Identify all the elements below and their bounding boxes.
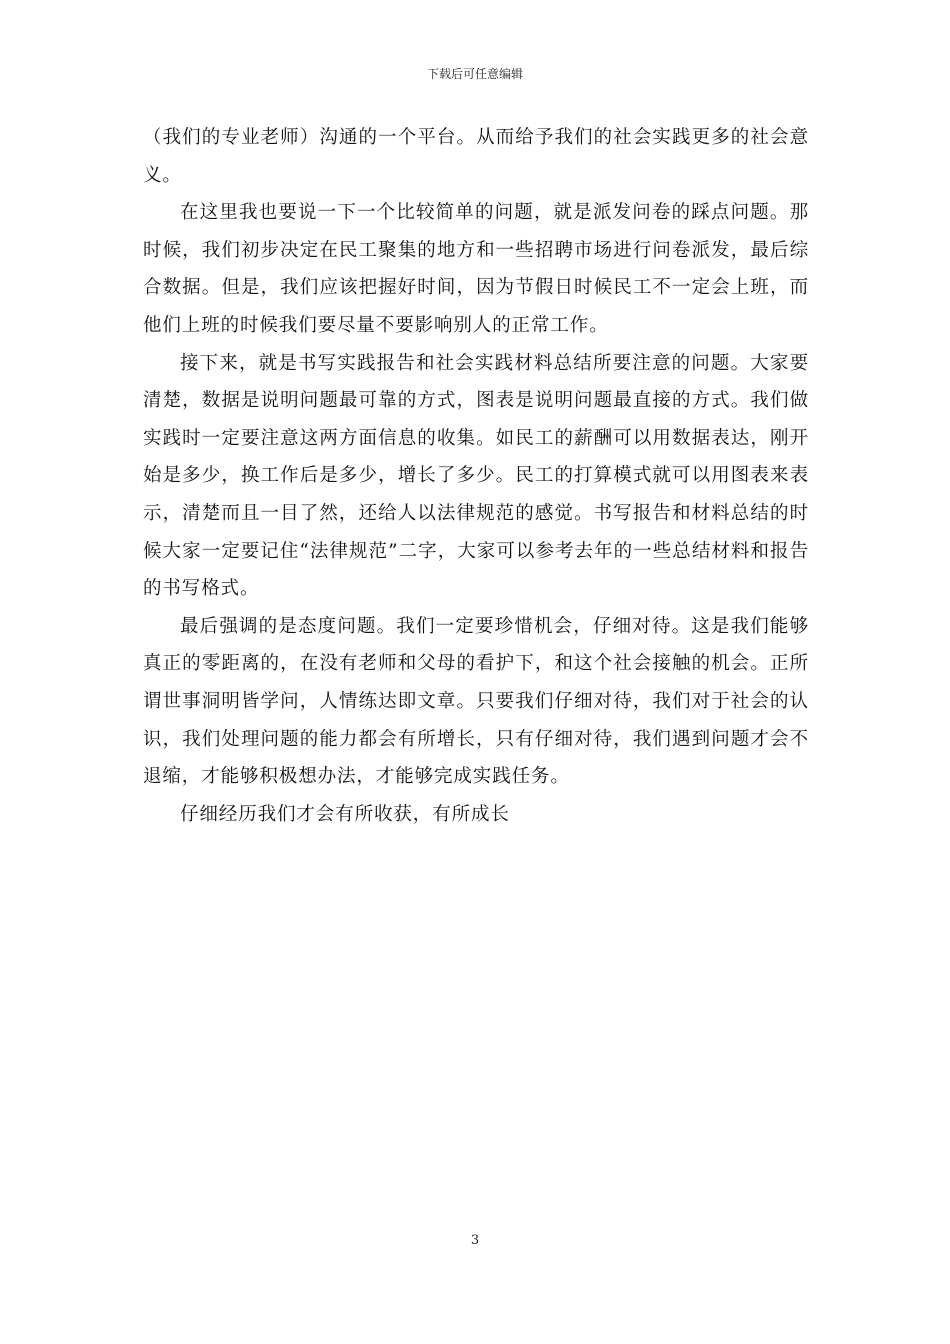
paragraph-attitude: 最后强调的是态度问题。我们一定要珍惜机会，仔细对待。这是我们能够真正的零距离的，在没有老师和父母的看护下，和这个社会接触的机会。正所谓世事洞明皆学问，人情练达即文章。只要我们仔细对待，我们对于社会的认识，我们处理问题的能力都会有所增长，只有仔细对待，我们遇到问题才会不退缩，才能够积极想办法，才能够完成实践任务。: [143, 615, 809, 788]
page-number: 3: [470, 1233, 480, 1248]
paragraph-continuation: （我们的专业老师）沟通的一个平台。从而给予我们的社会实践更多的社会意义。: [143, 127, 809, 186]
paragraph-survey-timing: 在这里我也要说一下一个比较简单的问题，就是派发问卷的踩点问题。那时候，我们初步决定在民工聚集的地方和一些招聘市场进行问卷派发，最后综合数据。但是，我们应该把握好时间，因为节假日时候民工不一定会上班，而他们上班的时候我们要尽量不要影响别人的正常工作。: [143, 202, 809, 336]
document-body: [143, 119, 809, 833]
paragraph-closing: 仔细经历我们才会有所收获，有所成长: [180, 803, 510, 825]
page-header: 下载后可任意编辑: [426, 67, 523, 81]
paragraph-report-writing: 接下来，就是书写实践报告和社会实践材料总结所要注意的问题。大家要清楚，数据是说明问题最可靠的方式，图表是说明问题最直接的方式。我们做实践时一定要注意这两方面信息的收集。如民工的薪酬可以用数据表达，刚开始是多少，换工作后是多少，增长了多少。民工的打算模式就可以用图表来表示，清楚而且一目了然，还给人以法律规范的感觉。书写报告和材料总结的时候大家一定要记住“法律规范”二字，大家可以参考去年的一些总结材料和报告的书写格式。: [143, 352, 809, 600]
